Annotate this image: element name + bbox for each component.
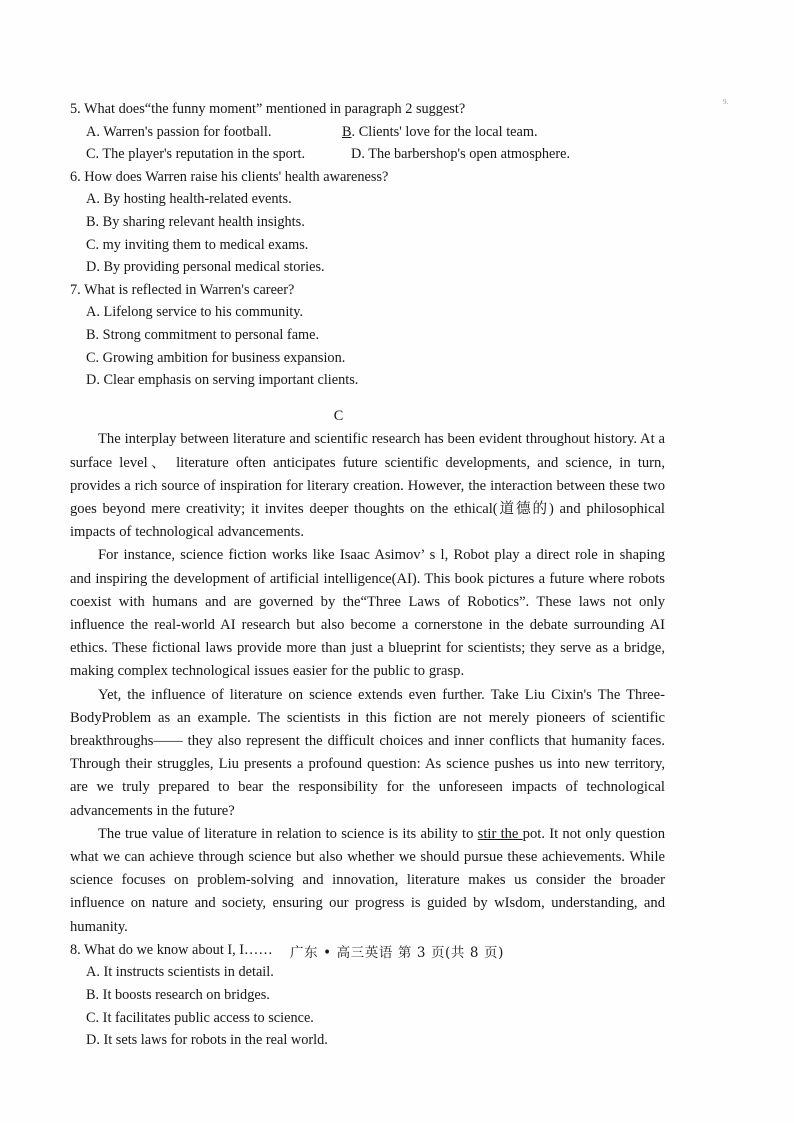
- question-7-option-d[interactable]: D. Clear emphasis on serving important clients.: [86, 372, 359, 389]
- page-footer: 广东 • 高三英语 第 3 页(共 8 页): [290, 945, 504, 961]
- question-5-option-b-text: . Clients' love for the local team.: [351, 123, 538, 140]
- page-corner-mark: 9.: [723, 98, 729, 106]
- passage-paragraph-2: For instance, science fiction works like Isaac Asimov’ s l, Robot play a direct role in shaping and inspiring the development of artificial intelligence(AI). This book pictures a future where robots coexist with humans and are governed by the“Three Laws of Robotics”. These laws not only influence the real-world AI research but also become a cornerstone in the debate surrounding AI ethics. These fictional laws provide more than just a blueprint for scientists; they serve as a bridge, making complex technological issues easier for the public to grasp.: [70, 547, 665, 680]
- question-5-option-b-marker: B: [342, 123, 352, 140]
- question-6-option-b[interactable]: B. By sharing relevant health insights.: [86, 213, 305, 230]
- passage-underlined-phrase: stir the: [477, 825, 523, 842]
- question-8-option-d[interactable]: D. It sets laws for robots in the real world.: [86, 1032, 328, 1049]
- passage-paragraph-3: Yet, the influence of literature on science extends even further. Take Liu Cixin's The Three-BodyProblem as an example. The scientists in this fiction are not merely pioneers of scientific breakthroughs—— they also represent the difficult choices and inner conflicts that humanity faces. Through their struggles, Liu presents a profound question: As science pushes us into new territory, are we truly prepared to bear the responsibility for the unforeseen impacts of technological advancements in the future?: [70, 686, 665, 819]
- question-6-option-c[interactable]: C. my inviting them to medical exams.: [86, 236, 309, 253]
- question-5-option-b[interactable]: [342, 121, 538, 144]
- question-7: [70, 279, 665, 392]
- question-5-options-row-1: [70, 121, 665, 144]
- question-5: [70, 98, 665, 166]
- passage-paragraph-4-part-1: The true value of literature in relation to science is its ability to: [98, 825, 478, 842]
- question-7-option-c[interactable]: C. Growing ambition for business expansion.: [86, 349, 346, 366]
- question-7-option-a[interactable]: A. Lifelong service to his community.: [86, 304, 304, 321]
- question-8-option-a[interactable]: A. It instructs scientists in detail.: [86, 964, 274, 981]
- passage-paragraph-4: [70, 823, 665, 939]
- question-5-option-d[interactable]: D. The barbershop's open atmosphere.: [351, 146, 571, 163]
- question-6-option-a[interactable]: A. By hosting health-related events.: [86, 191, 292, 208]
- question-6-option-d[interactable]: D. By providing personal medical stories.: [86, 259, 325, 276]
- question-8-stem: 8. What do we know about I, I……: [70, 941, 273, 958]
- question-7-option-b[interactable]: B. Strong commitment to personal fame.: [86, 326, 320, 343]
- page-content: [70, 98, 665, 1052]
- question-5-option-a[interactable]: A. Warren's passion for football.: [86, 123, 272, 140]
- question-7-stem: 7. What is reflected in Warren's career?: [70, 281, 295, 298]
- question-5-options-row-2: [70, 143, 665, 166]
- question-5-option-c[interactable]: C. The player's reputation in the sport.: [86, 146, 306, 163]
- passage-paragraph-1: The interplay between literature and scientific research has been evident throughout history. At a surface level、 literature often anticipates future scientific developments, and science, in turn, provides a rich source of inspiration for literary creation. However, the interaction between these two goes beyond mere creativity; it invites deeper thoughts on the ethical(道德的) and philosophical impacts of technological advancements.: [70, 431, 665, 541]
- passage-label-c: C: [333, 407, 344, 424]
- passage-paragraph-4-part-2: pot. It not only question what we can achieve through science but also whether we should pursue these achievements. While science focuses on problem-solving and innovation, literature makes us consider the broader influence on nature and society, ensuring our progress is guided by wIsdom, understanding, and humanity.: [70, 825, 665, 935]
- question-8-option-c[interactable]: C. It facilitates public access to science.: [86, 1009, 314, 1026]
- question-6: [70, 166, 665, 279]
- question-8-option-b[interactable]: B. It boosts research on bridges.: [86, 986, 270, 1003]
- question-5-stem: 5. What does“the funny moment” mentioned in paragraph 2 suggest?: [70, 101, 466, 117]
- question-6-stem: 6. How does Warren raise his clients' health awareness?: [70, 168, 389, 185]
